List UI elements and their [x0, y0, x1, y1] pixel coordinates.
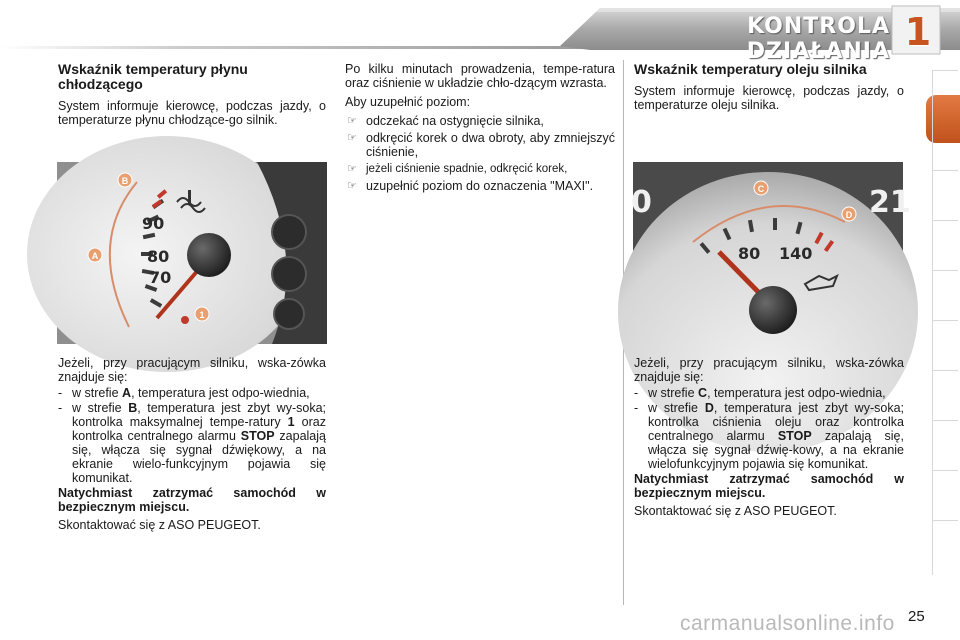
coolant-zone-a: - w strefie A, temperatura jest odpo-wiednia, [58, 386, 310, 400]
oil-section [634, 62, 904, 117]
odometer-left-digit: 0 [631, 185, 652, 220]
tab-strip-edge [932, 70, 933, 575]
chapter-tab[interactable] [932, 470, 958, 520]
hand-pointer-icon: ☞ [347, 132, 357, 144]
chapter-tab[interactable] [932, 420, 958, 470]
odometer-right-digits: 21 [869, 185, 911, 220]
refill-step: ☞ odkręcić korek o dwa obroty, aby zmniejszyć ciśnienie, [347, 131, 615, 159]
zone-marker-c [754, 181, 768, 195]
svg-text:D: D [845, 210, 853, 220]
oil-heading: Wskaźnik temperatury oleju silnika [634, 61, 867, 77]
warning-marker-1 [195, 307, 209, 321]
gauge-scale-140: 140 [779, 244, 813, 263]
hand-pointer-icon: ☞ [347, 163, 357, 175]
coolant-contact: Skontaktować się z ASO PEUGEOT. [58, 518, 261, 532]
zone-marker-b [118, 173, 132, 187]
oil-gauge-image [631, 162, 911, 344]
gauge-scale-70: 70 [149, 268, 172, 287]
page-number: 25 [908, 608, 925, 625]
hand-pointer-icon: ☞ [347, 180, 357, 192]
svg-text:A: A [91, 251, 99, 261]
refill-step: ☞ uzupełnić poziom do oznaczenia "MAXI". [347, 179, 594, 193]
chapter-tab[interactable] [932, 520, 958, 570]
oil-zones [634, 356, 904, 523]
gauge-scale-80: 80 [147, 247, 170, 266]
gauge-scale-80: 80 [738, 244, 761, 263]
chapter-tab[interactable] [932, 320, 958, 370]
zone-marker-a [88, 248, 102, 262]
chapter-tab[interactable] [932, 170, 958, 220]
coolant-heading: Wskaźnik temperatury płynu chłodzącego [58, 61, 248, 92]
gauge-scale-90: 90 [142, 214, 165, 233]
coolant-zones [58, 356, 326, 537]
refill-lead: Aby uzupełnić poziom: [345, 95, 471, 109]
refill-intro: Po kilku minutach prowadzenia, tempe-ratura oraz ciśnienie w układzie chło-dzącym wzrasta. [345, 62, 615, 90]
refill-step: ☞ odczekać na ostygnięcie silnika, [347, 114, 544, 128]
chapter-number: 1 [904, 10, 932, 54]
chapter-tab[interactable] [932, 270, 958, 320]
coolant-section [58, 62, 326, 132]
svg-text:1: 1 [199, 310, 205, 320]
chapter-tab[interactable] [932, 220, 958, 270]
chapter-tabs [926, 70, 960, 575]
zone-marker-d [842, 207, 856, 221]
svg-text:C: C [757, 184, 765, 194]
oil-zone-c: - w strefie C, temperatura jest odpo-wiednia, [634, 386, 886, 400]
watermark: carmanualsonline.info [680, 612, 895, 635]
oil-zone-d: - w strefie D, temperatura jest zbyt wy-soka; kontrolka ciśnienia oleju oraz kontrolka centralnego alarmu STOP zapalają się, włącza się sygnał dźwię-kowy, a na ekranie wielofunkcyjnym pojawia się komunikat. [634, 401, 904, 471]
oil-warning: Natychmiast zatrzymać samochód w bezpiecznym miejscu. [634, 472, 904, 500]
oil-contact: Skontaktować się z ASO PEUGEOT. [634, 504, 837, 518]
oil-lead: Jeżeli, przy pracującym silniku, wska-zówka znajduje się: [634, 356, 904, 384]
coolant-intro: System informuje kierowcę, podczas jazdy, o temperaturze płynu chłodzące-go silnik. [58, 99, 326, 127]
coolant-gauge-image [57, 162, 327, 344]
coolant-lead: Jeżeli, przy pracującym silniku, wska-zówka znajduje się: [58, 356, 326, 384]
refill-step: ☞ jeżeli ciśnienie spadnie, odkręcić korek, [347, 163, 568, 175]
coolant-warning: Natychmiast zatrzymać samochód w bezpiecznym miejscu. [58, 486, 326, 514]
chapter-tab[interactable] [932, 370, 958, 420]
page-title: KONTROLA DZIAŁANIA [746, 14, 890, 64]
oil-intro: System informuje kierowcę, podczas jazdy, o temperaturze oleju silnika. [634, 84, 904, 112]
coolant-zone-b: - w strefie B, temperatura jest zbyt wy-soka; kontrolka maksymalnej tempe-ratury 1 oraz kontrolka centralnego alarmu STOP zapalają się, włącza się sygnał dźwiękowy, a na ekranie wielo-funkcyjnym pojawia się komunikat. [58, 401, 326, 485]
svg-text:B: B [121, 176, 129, 186]
hand-pointer-icon: ☞ [347, 115, 357, 127]
refill-section [345, 62, 615, 196]
